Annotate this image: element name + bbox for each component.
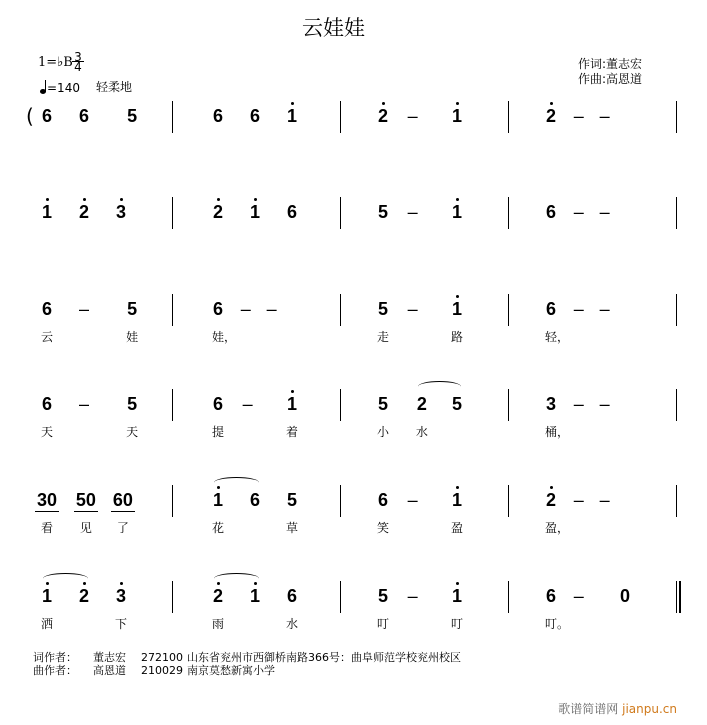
note: 1: [449, 298, 465, 320]
note: 5: [377, 202, 388, 222]
watermark: [558, 700, 677, 717]
sustain-dash: –: [407, 299, 418, 319]
note: 6: [78, 106, 89, 126]
watermark-text: 歌谱简谱网: [558, 702, 619, 716]
sustain-dash: –: [240, 299, 251, 319]
lyric-syllable: 娃: [126, 330, 139, 344]
note: 5: [127, 106, 138, 126]
sustain-dash: –: [599, 299, 610, 319]
lyric-syllable: 桶，: [545, 425, 570, 439]
barline: [172, 389, 173, 421]
lyric-syllable: 盈: [451, 521, 464, 535]
barline: [340, 197, 341, 229]
final-barline: [676, 581, 681, 613]
barline: [508, 294, 509, 326]
lyric-syllable: 走: [377, 330, 390, 344]
note: 5: [377, 586, 388, 606]
lyric-syllable: 天: [41, 425, 54, 439]
sustain-dash: –: [573, 490, 584, 510]
note: 5: [451, 394, 462, 414]
tie-slur: [43, 573, 88, 584]
lyric-syllable: 路: [451, 330, 464, 344]
barline: [508, 197, 509, 229]
sustain-dash: –: [407, 106, 418, 126]
footer-code: 210029: [141, 664, 183, 677]
sustain-dash: –: [78, 394, 89, 414]
tie-slur: [418, 381, 461, 392]
note: 1: [39, 201, 55, 223]
barline: [340, 294, 341, 326]
sustain-dash: –: [242, 394, 253, 414]
lyric-syllable: 小: [377, 425, 390, 439]
sustain-dash: –: [599, 394, 610, 414]
barline: [676, 101, 677, 133]
footer-code: 272100: [141, 651, 183, 664]
lyric-syllable: 着: [286, 425, 299, 439]
sustain-dash: –: [573, 394, 584, 414]
footer-address: 南京莫愁新寓小学: [187, 664, 275, 677]
time-signature: [72, 52, 84, 73]
note: 6: [545, 586, 556, 606]
note: 60: [112, 490, 133, 510]
note: 2: [210, 201, 226, 223]
note: 6: [545, 299, 556, 319]
footer: [33, 651, 461, 677]
sustain-dash: –: [573, 202, 584, 222]
watermark-site: jianpu.cn: [622, 702, 677, 716]
barline: [508, 101, 509, 133]
sustain-dash: –: [573, 586, 584, 606]
score-row: [0, 299, 707, 370]
note: 6: [41, 394, 52, 414]
note: 0: [619, 586, 630, 606]
lyric-syllable: 见: [79, 521, 92, 535]
key-signature: [38, 55, 73, 70]
quarter-note-icon: [40, 80, 47, 94]
lyric-syllable: 水: [415, 425, 428, 439]
note: 2: [543, 105, 559, 127]
sustain-dash: –: [266, 299, 277, 319]
note: 2: [210, 585, 226, 607]
note: 1: [449, 585, 465, 607]
barline: [340, 581, 341, 613]
lyric-syllable: 雨: [212, 617, 225, 631]
sustain-dash: –: [599, 490, 610, 510]
composer-credit: 作曲:高恩道: [578, 72, 643, 86]
lyric-syllable: 提: [212, 425, 225, 439]
lyric-syllable: 花: [212, 521, 225, 535]
note: 2: [76, 585, 92, 607]
barline: [508, 485, 509, 517]
score-row: [0, 586, 707, 657]
barline: [340, 389, 341, 421]
note: 5: [377, 299, 388, 319]
note: 3: [113, 585, 129, 607]
note: 6: [41, 106, 52, 126]
intro-parenthesis: (: [26, 104, 34, 128]
note: 6: [377, 490, 388, 510]
note: 1: [284, 105, 300, 127]
barline: [172, 101, 173, 133]
note: 6: [249, 490, 260, 510]
note: 30: [36, 490, 58, 510]
score-row: [0, 104, 707, 177]
note: 2: [543, 489, 559, 511]
note: 5: [286, 490, 297, 510]
barline: [172, 294, 173, 326]
tie-slur: [214, 573, 259, 584]
sustain-dash: –: [599, 202, 610, 222]
note: 3: [545, 394, 556, 414]
lyric-syllable: 草: [286, 521, 299, 535]
sustain-dash: –: [599, 106, 610, 126]
lyric-syllable: 下: [115, 617, 128, 631]
note: 5: [377, 394, 388, 414]
lyric-syllable: 叮。: [545, 617, 570, 631]
note: 2: [416, 394, 427, 414]
note: 6: [212, 394, 223, 414]
note: 6: [212, 106, 223, 126]
footer-line-lyricist: [33, 651, 461, 664]
lyric-syllable: 天: [126, 425, 139, 439]
note: 6: [545, 202, 556, 222]
sustain-dash: –: [78, 299, 89, 319]
note: 1: [449, 489, 465, 511]
note: 1: [247, 201, 263, 223]
sustain-dash: –: [407, 490, 418, 510]
footer-address: 山东省兖州市西御桥南路366号：曲阜师范学校兖州校区: [187, 651, 461, 664]
note: 6: [286, 202, 297, 222]
lyric-syllable: 轻，: [545, 330, 570, 344]
note: 6: [249, 106, 260, 126]
note: 6: [41, 299, 52, 319]
footer-name: 高恩道: [93, 664, 126, 677]
score-row: [0, 202, 707, 273]
tempo-marking: [40, 80, 80, 95]
lyric-syllable: 水: [286, 617, 299, 631]
score-row: [0, 394, 707, 465]
barline: [676, 197, 677, 229]
note: 6: [286, 586, 297, 606]
score-row: [0, 490, 707, 561]
footer-line-composer: [33, 664, 461, 677]
lyric-syllable: 娃，: [212, 330, 237, 344]
note: 1: [210, 489, 226, 511]
lyric-syllable: 叮: [451, 617, 464, 631]
lyric-syllable: 看: [41, 521, 54, 535]
barline: [172, 197, 173, 229]
note: 5: [127, 299, 138, 319]
score-title: 云娃娃: [302, 16, 365, 40]
lyric-syllable: 洒: [41, 617, 54, 631]
note: 50: [75, 490, 96, 510]
barline: [172, 485, 173, 517]
footer-name: 董志宏: [93, 651, 126, 664]
note: 2: [76, 201, 92, 223]
sustain-dash: –: [573, 106, 584, 126]
tempo-value: =140: [47, 81, 80, 95]
lyric-syllable: 笑: [377, 521, 390, 535]
lyricist-credit: 作词:董志宏: [578, 57, 643, 71]
note: 1: [284, 393, 300, 415]
lyric-syllable: 云: [41, 330, 54, 344]
note: 1: [39, 585, 55, 607]
barline: [508, 389, 509, 421]
barline: [508, 581, 509, 613]
lyric-syllable: 叮: [377, 617, 390, 631]
time-top: 3: [72, 52, 84, 62]
key-text: 1=♭B: [38, 55, 73, 70]
barline: [676, 294, 677, 326]
lyric-syllable: 了: [116, 521, 129, 535]
barline: [676, 389, 677, 421]
tie-slur: [214, 477, 259, 488]
barline: [172, 581, 173, 613]
note: 2: [375, 105, 391, 127]
note: 3: [113, 201, 129, 223]
sustain-dash: –: [407, 586, 418, 606]
footer-role: 词作者：: [33, 651, 77, 664]
sustain-dash: –: [573, 299, 584, 319]
barline: [676, 485, 677, 517]
note: 5: [127, 394, 138, 414]
note: 1: [449, 201, 465, 223]
barline: [340, 101, 341, 133]
note: 1: [247, 585, 263, 607]
barline: [340, 485, 341, 517]
footer-role: 曲作者：: [33, 664, 77, 677]
time-bottom: 4: [74, 60, 82, 74]
lyric-syllable: 盈，: [545, 521, 570, 535]
note: 1: [449, 105, 465, 127]
note: 6: [212, 299, 223, 319]
expression-mark: 轻柔地: [96, 80, 133, 94]
sustain-dash: –: [407, 202, 418, 222]
